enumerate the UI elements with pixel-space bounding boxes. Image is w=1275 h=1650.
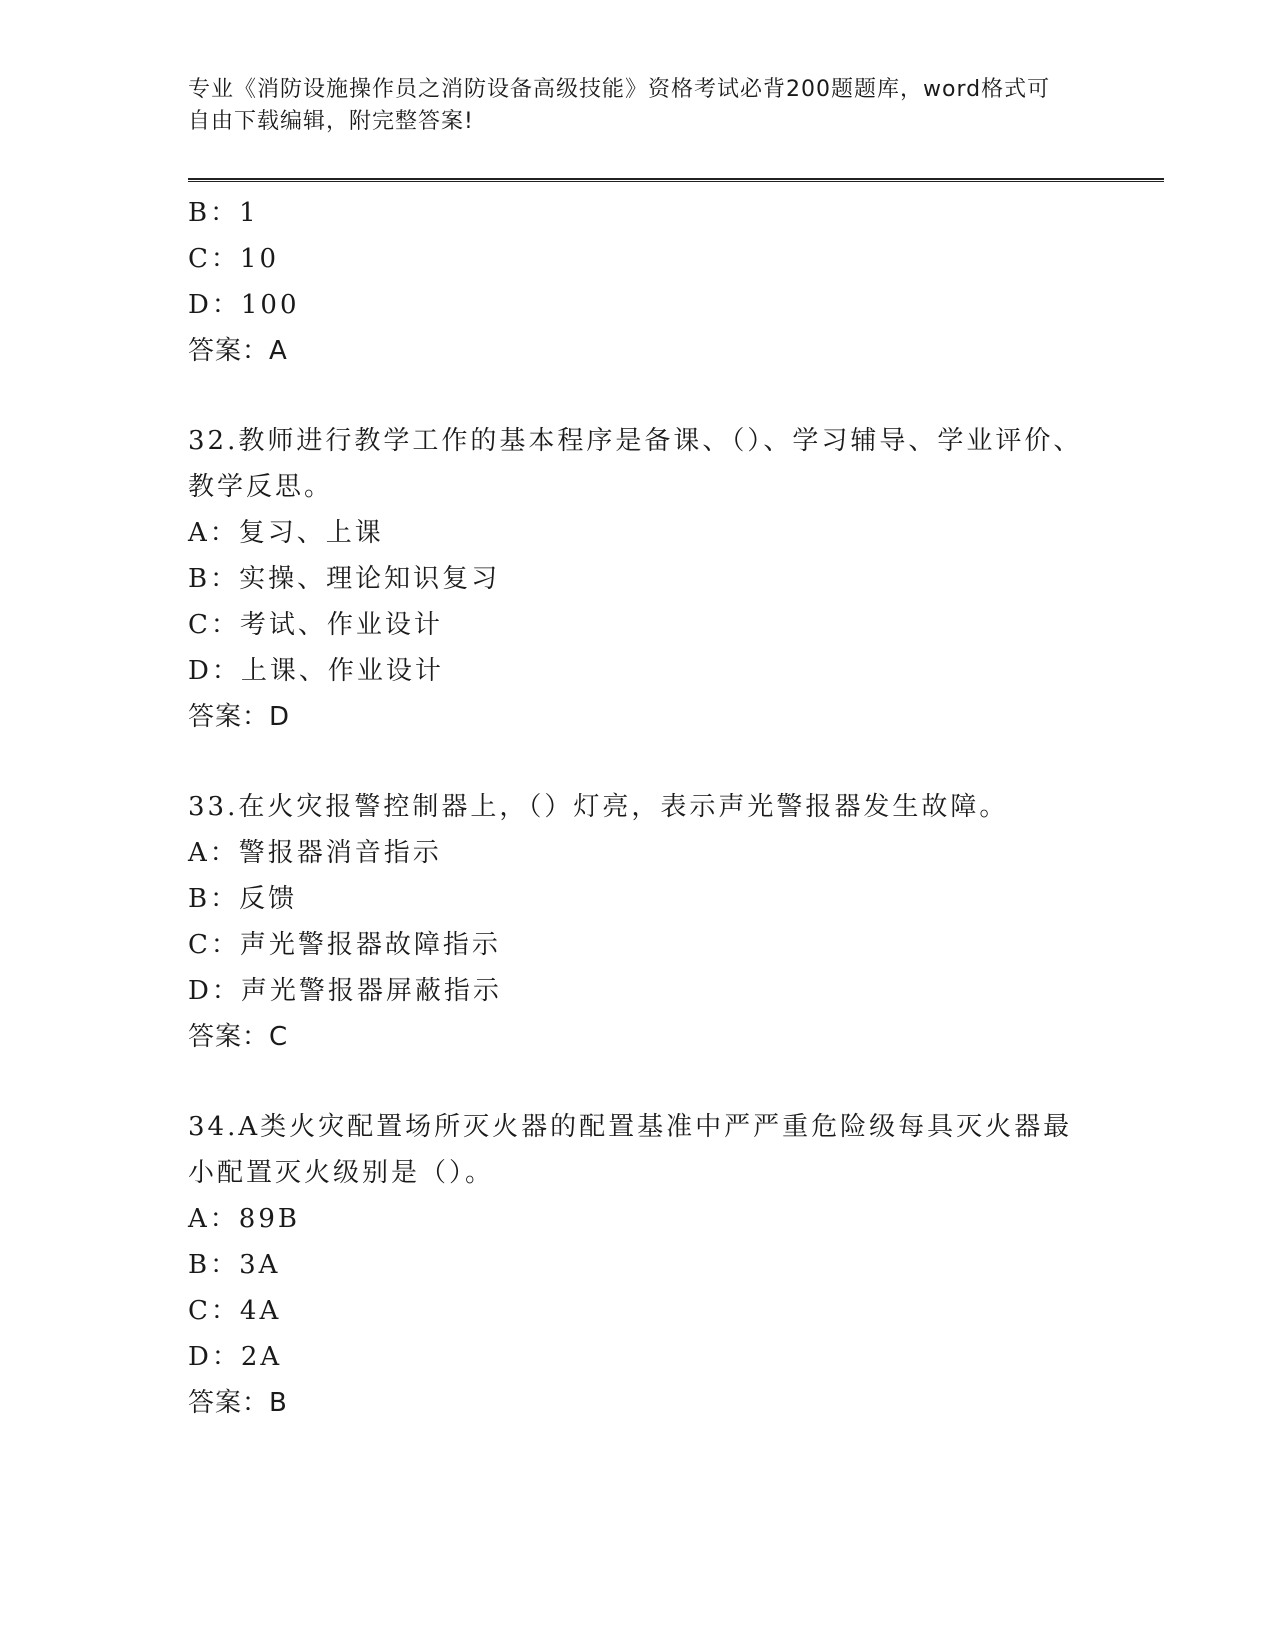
option-c: C：4A	[188, 1296, 282, 1326]
option-d: D：2A	[188, 1342, 283, 1372]
question-block	[188, 418, 1088, 740]
answer-line: 答案：A	[188, 336, 288, 366]
option-d: D：上课、作业设计	[188, 656, 444, 686]
option-c: C：10	[188, 244, 279, 274]
option-a: A：复习、上课	[188, 518, 384, 548]
option-a: A：89B	[188, 1204, 300, 1234]
option-a: A：警报器消音指示	[188, 838, 442, 868]
option-c: C：考试、作业设计	[188, 610, 443, 640]
option-d: D：100	[188, 290, 300, 320]
option-d: D：声光警报器屏蔽指示	[188, 976, 502, 1006]
question-list	[188, 190, 1088, 1426]
page-header	[188, 74, 1068, 138]
answer-line: 答案：D	[188, 702, 291, 732]
question-stem: 33.在火灾报警控制器上，（）灯亮，表示声光警报器发生故障。	[188, 792, 1009, 822]
option-b: B：1	[188, 198, 259, 228]
option-c: C：声光警报器故障指示	[188, 930, 501, 960]
document-title: 专业《消防设施操作员之消防设备高级技能》资格考试必背200题题库，word格式可自由下载编辑，附完整答案!	[188, 77, 1051, 134]
question-block	[188, 1104, 1088, 1426]
answer-line: 答案：B	[188, 1388, 288, 1418]
option-b: B：反馈	[188, 884, 298, 914]
question-block	[188, 190, 1088, 374]
option-b: B：实操、理论知识复习	[188, 564, 501, 594]
answer-line: 答案：C	[188, 1022, 289, 1052]
question-stem: 32.教师进行教学工作的基本程序是备课、（）、学习辅导、学业评价、教学反思。	[188, 426, 1083, 502]
header-divider	[188, 178, 1164, 182]
question-block	[188, 784, 1088, 1060]
question-stem: 34.A类火灾配置场所灭火器的配置基准中严严重危险级每具灭火器最小配置灭火级别是（）。	[188, 1112, 1073, 1188]
option-b: B：3A	[188, 1250, 281, 1280]
